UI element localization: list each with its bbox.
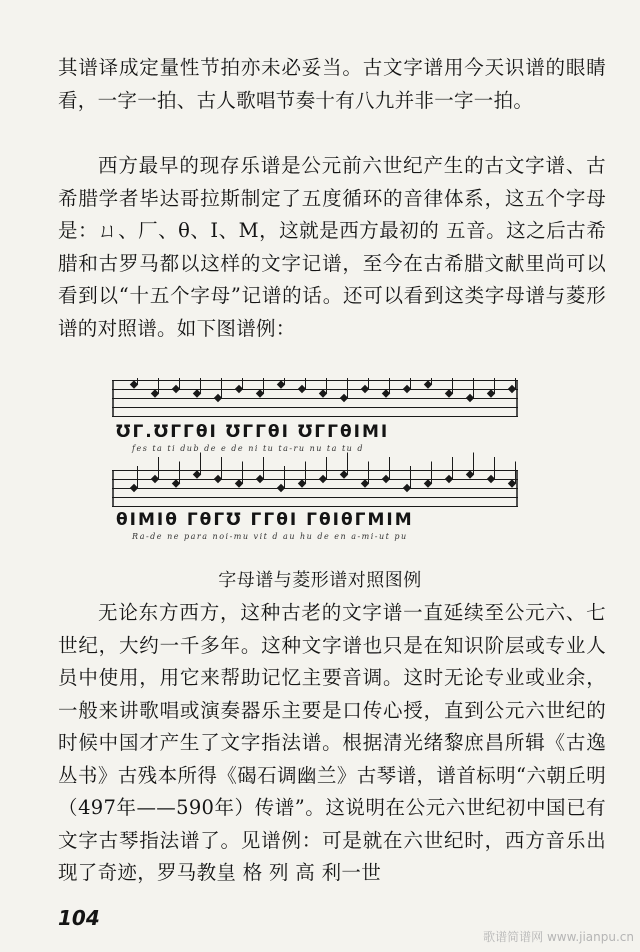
diamond-note (173, 386, 180, 393)
site-watermark: 歌谱简谱网 www.jianpu.cn (483, 930, 634, 944)
diamond-note (320, 390, 327, 397)
diamond-note (425, 381, 432, 388)
staff-2 (112, 470, 518, 510)
figure-caption: 字母谱与菱形谱对照图例 (218, 570, 422, 591)
letter-row-1: ƱΓ.ƱΓΓθΙ ƱΓΓθΙ ƱΓΓθΙΜΙ (116, 422, 390, 442)
diamond-note (215, 395, 222, 402)
diamond-note (236, 386, 243, 393)
diamond-note (131, 381, 138, 388)
notation-figure (112, 378, 518, 550)
diamond-note (509, 386, 516, 393)
diamond-note (341, 395, 348, 402)
paragraph-3: 无论东方西方，这种古老的文字谱一直延续至公元六、七世纪，大约一千多年。这种文字谱也只是在知识阶层或专业人员中使用，用它来帮助记忆主要音调。这时无论专业或业余，一般来讲歌唱或演奏器乐主要是口传心授，直到公元六世纪的时候中国才产生了文字指法谱。根据清光绪黎庶昌所辑《古逸丛书》古残本所得《碣石调幽兰》古琴谱，谱首标明“六朝丘明（497年——590年）传谱”。这说明在公元六世纪初中国已有文字古琴指法谱了。见谱例：可是就在六世纪时，西方音乐出现了奇迹，罗马教皇 格 列 高 利一世 (58, 601, 606, 884)
diamond-note (488, 390, 495, 397)
letter-row-2: θΙΜΙθ ΓθΓƱ ΓΓθΙ ΓθΙθΓΜΙΜ (116, 510, 414, 530)
diamond-note (278, 381, 285, 388)
diamond-note (467, 395, 474, 402)
diamond-note (299, 386, 306, 393)
page-number: 104 (58, 906, 100, 930)
diamond-note (257, 390, 264, 397)
lyric-row-1: fes ta ti dub de e de ni tu ta-ru nu ta tu d (132, 444, 364, 453)
lyric-row-2: Ra-de ne para noi-mu vit d au hu de en a-mi-ut pu (132, 532, 408, 541)
diamond-note (383, 390, 390, 397)
diamond-note (362, 386, 369, 393)
diamond-note (446, 390, 453, 397)
paragraph-1: 其谱译成定量性节拍亦未必妥当。古文字谱用今天识谱的眼睛看，一字一拍、古人歌唱节奏十有八九并非一字一拍。 (58, 56, 606, 112)
diamond-note (404, 386, 411, 393)
paragraph-2: 西方最早的现存乐谱是公元前六世纪产生的古文字谱、古希腊学者毕达哥拉斯制定了五度循环的音律体系，这五个字母是：ㄩ、厂、θ、I、M，这就是西方最初的 五音。这之后古希腊和古罗马都以这样的文字记谱，至今在古希腊文献里尚可以看到以“十五个字母”记谱的话。还可以看到这类字母谱与菱形谱的对照谱。如下图谱例： (58, 154, 606, 340)
diamond-note (194, 390, 201, 397)
diamond-note (152, 390, 159, 397)
